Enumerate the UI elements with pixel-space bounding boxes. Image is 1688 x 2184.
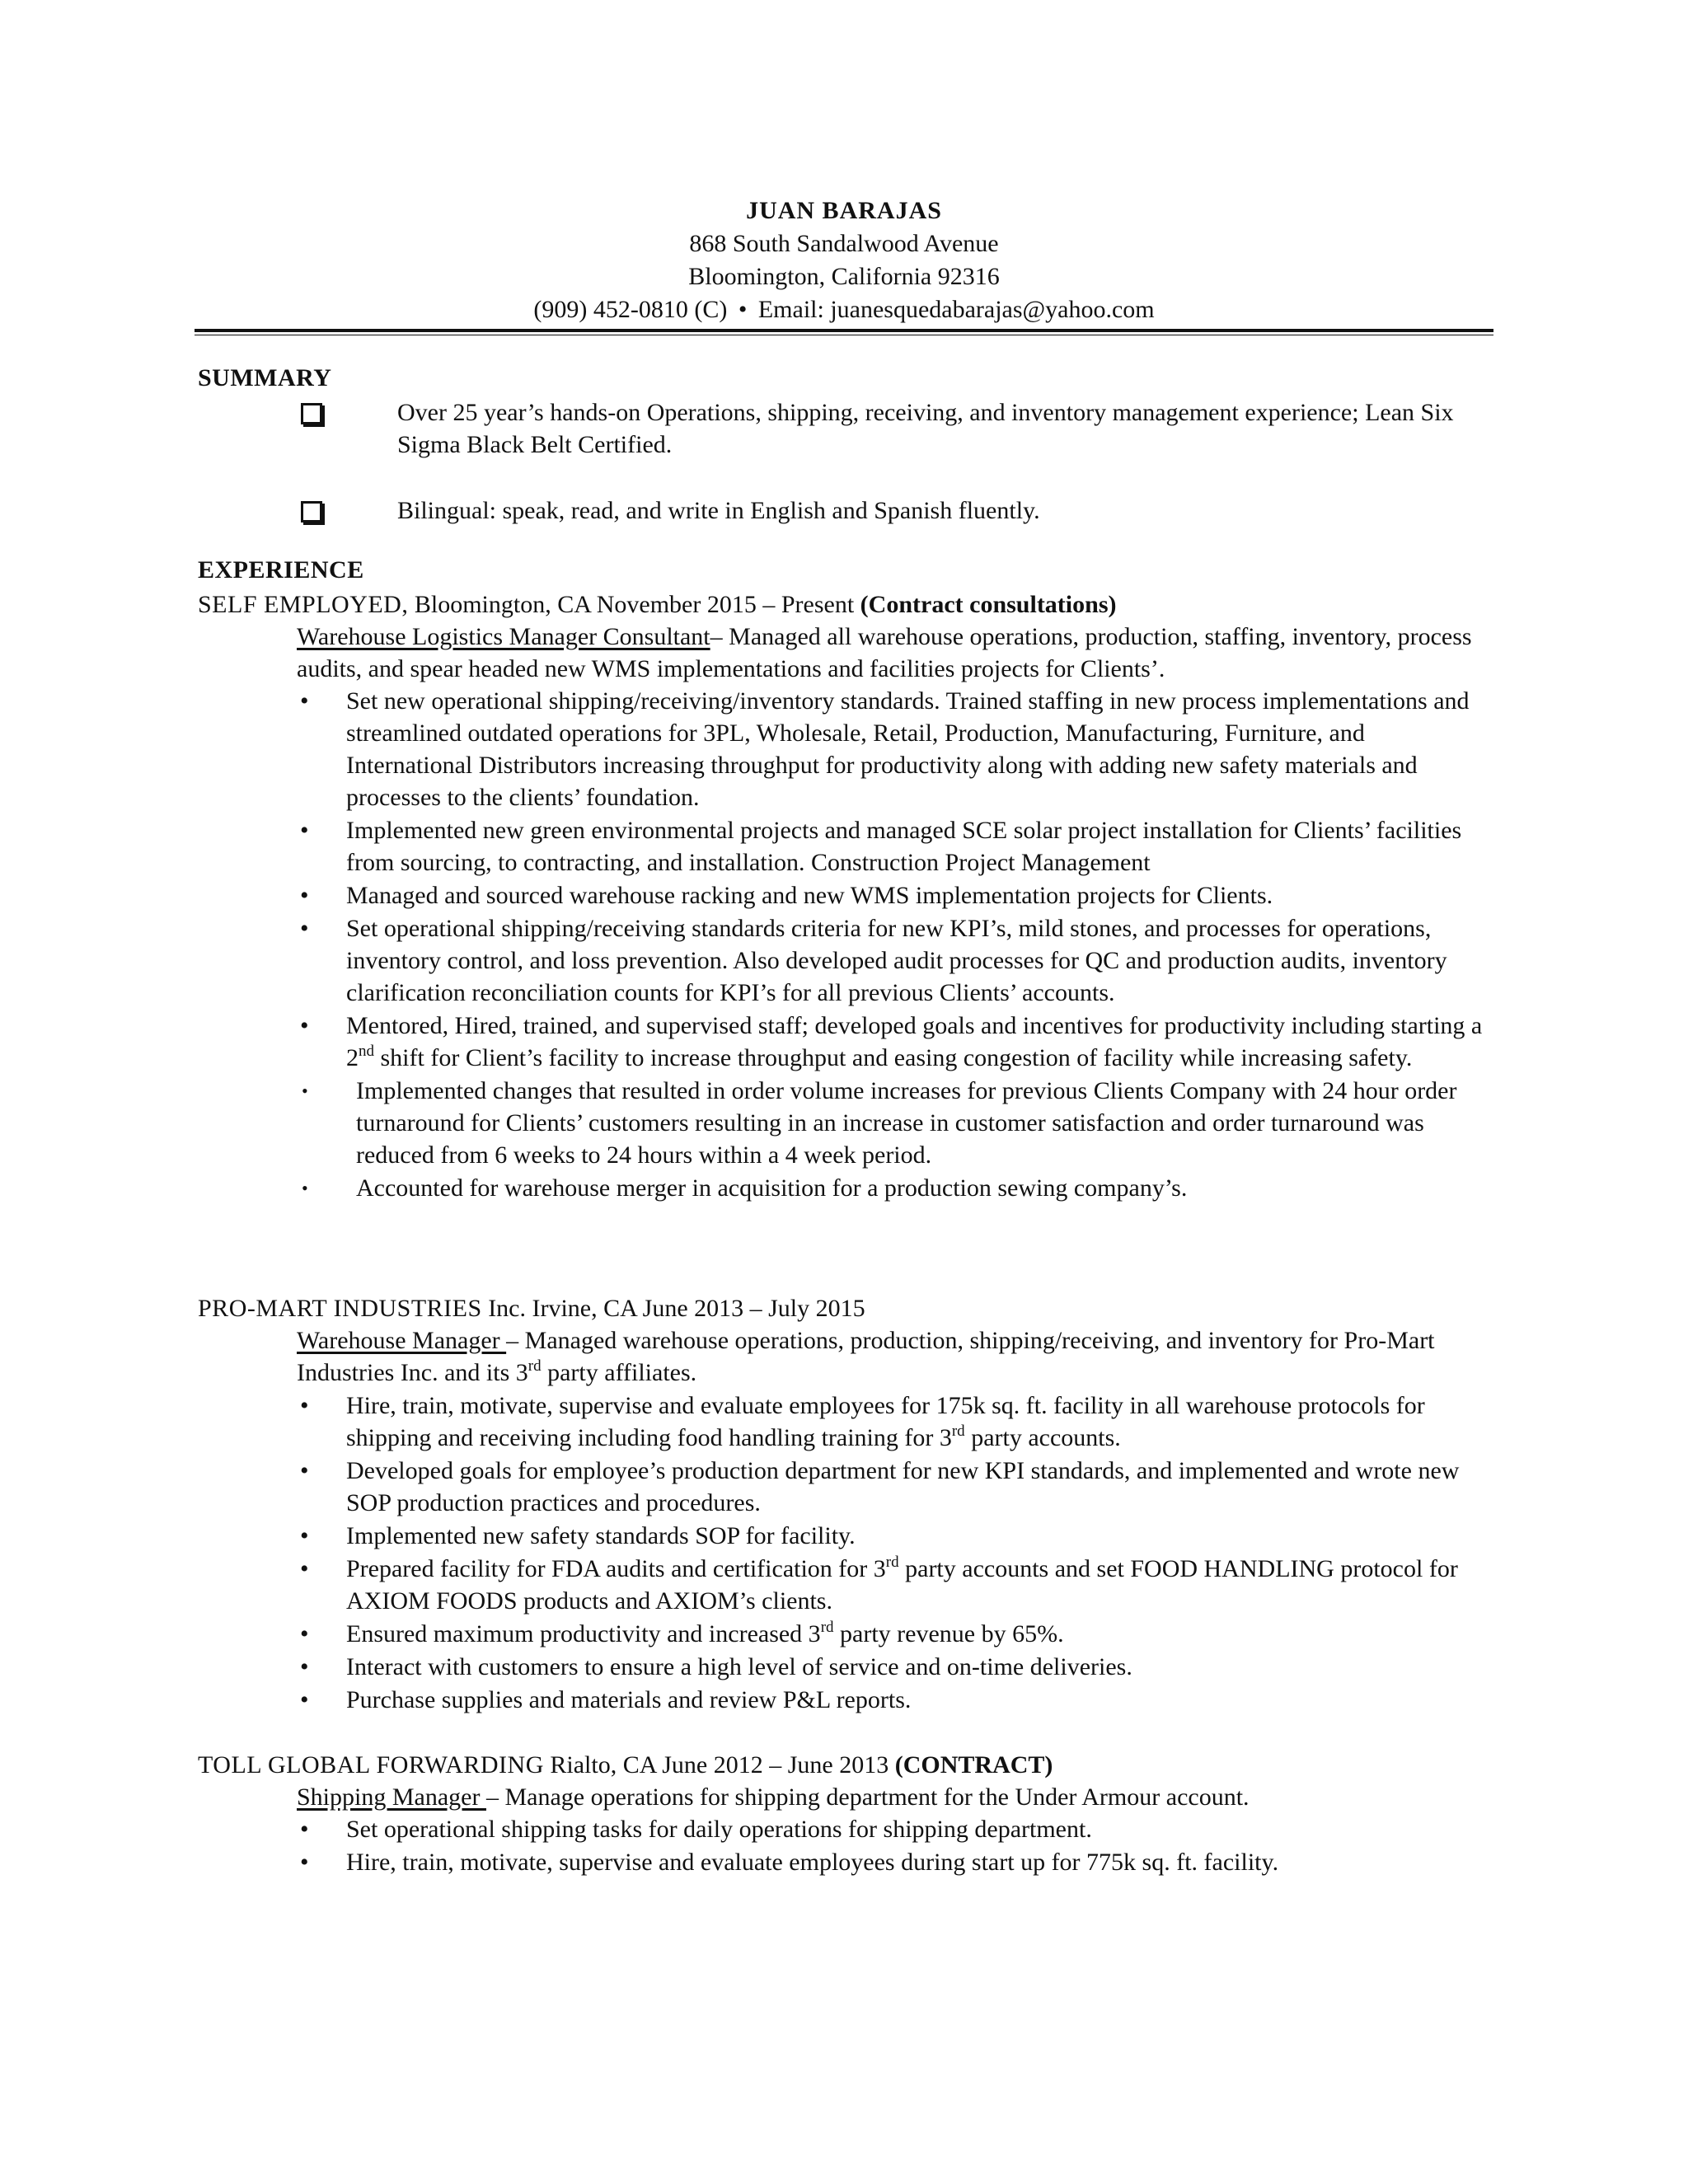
summary-heading: SUMMARY xyxy=(198,364,332,391)
list-item xyxy=(297,1813,1492,1845)
job-note: (CONTRACT) xyxy=(894,1751,1053,1779)
bullet-dot-icon: • xyxy=(300,1555,309,1582)
bullet-text-part: party accounts. xyxy=(964,1424,1121,1451)
company-name: SELF EMPLOYED, xyxy=(198,591,409,618)
job-header xyxy=(198,1749,1500,1781)
job-description: – Managed warehouse operations, production, shipping/receiving, and inventory for Pro-Mart Industries Inc. and its 3 xyxy=(297,1327,1435,1386)
list-item xyxy=(297,1075,1492,1171)
bullet-text: Set operational shipping tasks for daily operations for shipping department. xyxy=(346,1816,1092,1843)
job-description: – Managed all warehouse operations, production, staffing, inventory, process audits, and spear headed new WMS implementations and facilities projects for Clients’. xyxy=(297,623,1472,682)
bullet-text: Managed and sourced warehouse racking and new WMS implementation projects for Clients. xyxy=(346,882,1273,909)
bullet-text: Implemented changes that resulted in order volume increases for previous Clients Company with 24 hour order turnaround for Clients’ customers resulting in an increase in customer satisfaction and order turnaround was reduced from 6 weeks to 24 hours within a 4 week period. xyxy=(356,1077,1457,1169)
job-details: Rialto, CA June 2012 – June 2013 xyxy=(543,1751,895,1779)
job-bullets xyxy=(297,1390,1492,1717)
bullet-text-part: Hire, train, motivate, supervise and evaluate employees for 175k sq. ft. facility in all warehouse protocols for shipping and receiving including food handling training for 3 xyxy=(346,1392,1425,1451)
list-item xyxy=(297,1390,1492,1454)
list-item xyxy=(297,1553,1492,1617)
job-title: Warehouse Manager xyxy=(297,1327,507,1354)
bullet-dot-icon: • xyxy=(300,817,309,844)
job-bullets xyxy=(297,1813,1492,1879)
bullet-text-part: Prepared facility for FDA audits and certification for 3 xyxy=(346,1555,886,1582)
ordinal-suffix: rd xyxy=(820,1619,834,1636)
job-header xyxy=(198,1292,1500,1324)
list-item xyxy=(297,1684,1492,1716)
company-name: TOLL GLOBAL FORWARDING xyxy=(198,1751,544,1779)
bullet-dot-icon: • xyxy=(300,1392,309,1419)
company-name: PRO-MART INDUSTRIES xyxy=(198,1295,482,1322)
list-item xyxy=(297,685,1492,813)
phone-number: (909) 452-0810 (C) xyxy=(533,296,728,323)
job-description: – Manage operations for shipping department for the Under Armour account. xyxy=(485,1783,1250,1811)
summary-item-text: Over 25 year’s hands-on Operations, shipping, receiving, and inventory management experience; Lean Six Sigma Black Belt Certified. xyxy=(397,399,1454,458)
separator-bullet: • xyxy=(738,296,748,323)
contact-header xyxy=(0,194,1688,326)
list-item xyxy=(297,1455,1492,1519)
bullet-dot-icon: • xyxy=(300,1620,309,1647)
bullet-text: Interact with customers to ensure a high level of service and on-time deliveries. xyxy=(346,1653,1132,1680)
ordinal-suffix: nd xyxy=(359,1043,374,1060)
summary-item-text: Bilingual: speak, read, and write in English and Spanish fluently. xyxy=(397,497,1040,524)
list-item xyxy=(297,912,1492,1009)
list-item xyxy=(297,1651,1492,1683)
job-header xyxy=(198,588,1500,621)
list-item xyxy=(297,879,1492,912)
bullet-text: Accounted for warehouse merger in acquisition for a production sewing company’s. xyxy=(356,1174,1188,1202)
candidate-name: JUAN BARAJAS xyxy=(746,197,942,224)
job-details: Bloomington, CA November 2015 – Present xyxy=(408,591,860,618)
role-description xyxy=(297,621,1484,685)
checkbox-square-icon xyxy=(301,403,322,424)
bullet-dot-icon: • xyxy=(300,915,309,942)
bullet-text: Set new operational shipping/receiving/inventory standards. Trained staffing in new process implementations and streamlined outdated operations for 3PL, Wholesale, Retail, Production, Manufacturing, Furniture, and International Distributors increasing throughput for productivity along with adding new safety materials and processes to the clients’ foundation. xyxy=(346,687,1470,811)
bullet-dot-icon: • xyxy=(300,1849,309,1876)
bullet-dot-icon: • xyxy=(300,1653,309,1680)
checkbox-square-icon xyxy=(301,501,322,523)
bullet-text: Developed goals for employee’s production department for new KPI standards, and implemented and wrote new SOP production practices and procedures. xyxy=(346,1457,1460,1516)
bullet-small-dot-icon: • xyxy=(302,1178,308,1198)
bullet-dot-icon: • xyxy=(300,882,309,909)
bullet-text: Implemented new safety standards SOP for facility. xyxy=(346,1522,856,1549)
ordinal-suffix: rd xyxy=(951,1422,965,1440)
bullet-text: Purchase supplies and materials and review P&L reports. xyxy=(346,1686,912,1713)
job-title: Shipping Manager xyxy=(297,1783,486,1811)
job-details: Inc. Irvine, CA June 2013 – July 2015 xyxy=(481,1295,865,1322)
job-bullets xyxy=(297,685,1492,1205)
street-address: 868 South Sandalwood Avenue xyxy=(689,230,999,257)
bullet-dot-icon: • xyxy=(300,687,309,715)
list-item xyxy=(297,1172,1492,1204)
job-title: Warehouse Logistics Manager Consultant xyxy=(297,623,710,650)
list-item xyxy=(297,1520,1492,1552)
email-address: juanesquedabarajas@yahoo.com xyxy=(830,296,1155,323)
job-note: (Contract consultations) xyxy=(860,591,1117,618)
list-item xyxy=(297,814,1492,879)
ordinal-suffix: rd xyxy=(528,1357,542,1375)
bullet-dot-icon: • xyxy=(300,1816,309,1843)
email-label: Email: xyxy=(757,296,824,323)
contact-line xyxy=(0,293,1688,326)
bullet-text-part: party revenue by 65%. xyxy=(833,1620,1064,1647)
city-address: Bloomington, California 92316 xyxy=(688,263,1000,290)
bullet-text-part: shift for Client’s facility to increase throughput and easing congestion of facility while increasing safety. xyxy=(374,1044,1413,1071)
ordinal-suffix: rd xyxy=(885,1554,899,1571)
list-item xyxy=(297,1618,1492,1650)
bullet-text-part: party accounts and set FOOD HANDLING protocol for AXIOM FOODS products and AXIOM’s clients. xyxy=(346,1555,1458,1615)
list-item xyxy=(297,1010,1492,1074)
role-description xyxy=(297,1781,1484,1813)
bullet-text: Set operational shipping/receiving standards criteria for new KPI’s, mild stones, and processes for operations, inventory control, and loss prevention. Also developed audit processes for QC and production audits, inventory clarification reconciliation counts for KPI’s for all previous Clients’ accounts. xyxy=(346,915,1447,1006)
header-divider xyxy=(195,329,1493,335)
bullet-dot-icon: • xyxy=(300,1686,309,1713)
role-description xyxy=(297,1324,1484,1389)
job-description-end: party affiliates. xyxy=(541,1359,697,1386)
bullet-dot-icon: • xyxy=(300,1012,309,1039)
experience-heading: EXPERIENCE xyxy=(198,556,364,583)
bullet-dot-icon: • xyxy=(300,1522,309,1549)
bullet-small-dot-icon: • xyxy=(302,1080,308,1101)
bullet-text: Implemented new green environmental projects and managed SCE solar project installation for Clients’ facilities from sourcing, to contracting, and installation. Construction Project Management xyxy=(346,817,1462,876)
bullet-text: Hire, train, motivate, supervise and evaluate employees during start up for 775k sq. ft. facility. xyxy=(346,1849,1279,1876)
bullet-text-part: Ensured maximum productivity and increased 3 xyxy=(346,1620,821,1647)
bullet-dot-icon: • xyxy=(300,1457,309,1484)
list-item xyxy=(297,1846,1492,1878)
bullet-text-part: Mentored, Hired, trained, and supervised staff; developed goals and incentives for productivity including starting a 2 xyxy=(346,1012,1483,1071)
